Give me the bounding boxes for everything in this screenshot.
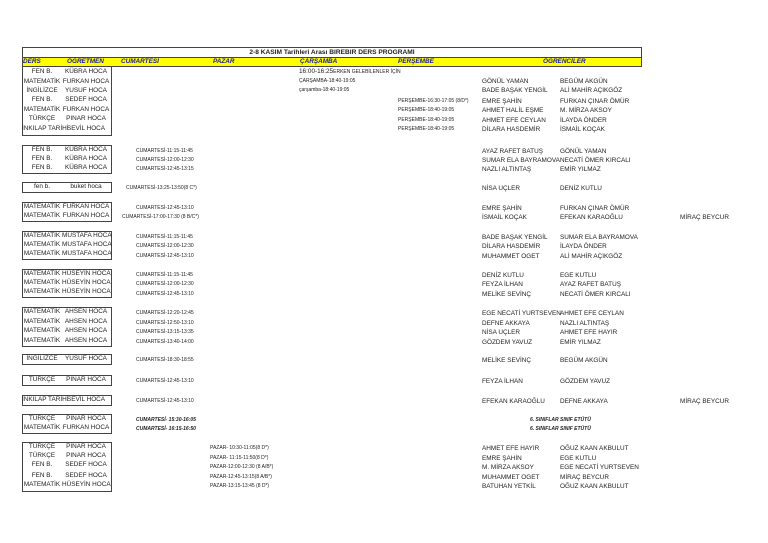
- lesson-cell: FEN B.: [31, 68, 53, 75]
- student-cell: MİRAÇ BEYCUR: [680, 398, 730, 405]
- lesson-cell: FEN B.: [31, 155, 53, 162]
- student-cell: GÖZDEM YAVUZ: [560, 378, 611, 385]
- lesson-cell: FEN B.: [31, 146, 53, 153]
- student-cell: ALİ MAHİR AÇIKGÖZ: [560, 87, 623, 94]
- session-cell: CUMARTESİ-11:15-11:45: [136, 148, 193, 154]
- session-cell: CUMARTESİ-12:45-13:15: [136, 166, 194, 172]
- header-pazar: PAZAR: [213, 58, 235, 65]
- student-cell: NİSA UÇLER: [482, 185, 521, 192]
- student-cell: MİRAÇ BEYCUR: [560, 474, 610, 481]
- session-cell: PAZAR- 10:30-11:05(8 D*): [210, 445, 269, 451]
- student-cell: AHMET EFE CEYLAN: [560, 310, 624, 317]
- session-cell: PERŞEMBE-18:40-19:05: [398, 107, 455, 113]
- student-cell: MİRAÇ BEYCUR: [680, 214, 730, 221]
- student-cell: EGE KUTLU: [560, 272, 597, 279]
- student-cell: NAZLI ALTINTAŞ: [482, 166, 532, 173]
- session-cell: CUMARTESİ-12:50-13:10: [136, 320, 194, 326]
- student-cell: EGE NECATİ YURTSEVEN: [560, 464, 639, 471]
- student-cell: M. MİRZA AKSOY: [560, 107, 612, 114]
- teacher-cell: KÜBRA HOCA: [65, 68, 107, 75]
- teacher-cell: HÜSEYİN HOCA: [62, 481, 111, 488]
- etut-note: 6. SINIFLAR SINIF ETÜTÜ: [530, 417, 591, 423]
- teacher-cell: PINAR HOCA: [66, 115, 106, 122]
- student-cell: DENİZ KUTLU: [482, 272, 524, 279]
- session-cell: CUMARTESİ-18:30-18:55: [136, 357, 194, 363]
- lesson-cell: MATEMATİK: [23, 270, 61, 277]
- session-cell: PERŞEMBE-18:40-19:05: [398, 126, 455, 132]
- teacher-cell: HÜSEYİN HOCA: [62, 288, 111, 295]
- student-cell: GÖNÜL YAMAN: [482, 78, 529, 85]
- lesson-cell: MATEMATİK: [23, 288, 61, 295]
- lesson-cell: fen b.: [34, 183, 50, 190]
- header-row: [22, 57, 642, 67]
- student-cell: EMİR YILMAZ: [560, 166, 601, 173]
- lesson-cell: MATEMATİK: [23, 481, 61, 488]
- student-cell: İLAYDA ÖNDER: [560, 117, 607, 124]
- lesson-cell: FEN B.: [31, 164, 53, 171]
- lesson-cell: TÜRKÇE: [28, 115, 56, 122]
- session-cell: PERŞEMBE-18:40-19:05: [398, 117, 455, 123]
- session-cell: ÇARŞAMBA-18:40-19:05: [299, 78, 356, 84]
- student-cell: AHMET EFE HAYIR: [560, 329, 618, 336]
- student-cell: BEGÜM AKGÜN: [560, 78, 608, 85]
- student-cell: EGE NECATİ YURTSEVEN: [482, 310, 561, 317]
- session-cell: CUMARTESİ-11:15-11:45: [136, 234, 193, 240]
- lesson-cell: MATEMATİK: [23, 232, 61, 239]
- student-cell: EMRE ŞAHİN: [482, 455, 522, 462]
- teacher-cell: SEVİL HOCA: [66, 125, 106, 132]
- session-cell: 16:00-16:25ERKEN GELEBİLENLER İÇİN: [299, 68, 401, 75]
- student-cell: BADE BAŞAK YENGİL: [482, 234, 548, 241]
- teacher-cell: AHSEN HOCA: [64, 308, 108, 315]
- student-cell: OĞUZ KAAN AKBULUT: [560, 445, 629, 452]
- student-cell: İSMAİL KOÇAK: [482, 214, 527, 221]
- session-cell: CUMARTESİ-12:00-12:30: [136, 243, 194, 249]
- student-cell: FURKAN ÇINAR ÖMÜR: [560, 98, 630, 105]
- session-cell: CUMARTESİ-12:45-13:10: [136, 291, 194, 297]
- student-cell: DİLARA HASDEMİR: [482, 126, 541, 133]
- lesson-cell: FEN B.: [31, 461, 53, 468]
- header-carsamba: ÇARŞAMBA: [300, 58, 338, 65]
- student-cell: M. MİRZA AKSOY: [482, 464, 534, 471]
- lesson-cell: İNKILAP TARİHİ: [22, 396, 69, 403]
- session-cell: PAZAR-13:15-13:45 (8 D*): [210, 483, 270, 489]
- lesson-cell: İNGİLİZCE: [26, 87, 58, 94]
- teacher-cell: SEDEF HOCA: [65, 96, 107, 103]
- student-cell: FEYZA İLHAN: [482, 281, 523, 288]
- teacher-cell: YUSUF HOCA: [65, 87, 107, 94]
- student-cell: OĞUZ KAAN AKBULUT: [560, 483, 629, 490]
- teacher-cell: FURKAN HOCA: [62, 424, 110, 431]
- student-cell: İLAYDA ÖNDER: [560, 243, 607, 250]
- teacher-cell: KÜBRA HOCA: [65, 146, 107, 153]
- teacher-cell: PINAR HOCA: [66, 452, 106, 459]
- session-cell: CUMARTESİ-12:45-13:10: [136, 253, 194, 259]
- session-cell: PERŞEMBE-16:30-17:05 (8/D*): [398, 98, 469, 104]
- student-cell: EFEKAN KARAOĞLU: [482, 398, 545, 405]
- lesson-cell: İNGİLİZCE: [26, 355, 58, 362]
- student-cell: FEYZA İLHAN: [482, 378, 523, 385]
- teacher-cell: SEDEF HOCA: [65, 472, 107, 479]
- student-cell: MUHAMMET OGET: [482, 474, 540, 481]
- session-cell: CUMARTESİ-12:45-13:10: [136, 378, 194, 384]
- teacher-cell: AHSEN HOCA: [64, 318, 108, 325]
- lesson-cell: MATEMATİK: [23, 318, 61, 325]
- student-cell: AYAZ RAFET BATUŞ: [482, 148, 543, 155]
- session-cell: CUMARTESİ-12:45-13:10: [136, 205, 194, 211]
- header-ogrenciler: ÖĞRENCİLER: [543, 58, 586, 65]
- teacher-cell: FURKAN HOCA: [62, 212, 110, 219]
- student-cell: BEGÜM AKGÜN: [560, 357, 608, 364]
- teacher-cell: AHSEN HOCA: [64, 327, 108, 334]
- teacher-cell: AHSEN HOCA: [64, 337, 108, 344]
- lesson-cell: MATEMATİK: [23, 250, 61, 257]
- lesson-cell: MATEMATİK: [23, 241, 61, 248]
- teacher-cell: PINAR HOCA: [66, 443, 106, 450]
- student-cell: NECATİ ÖMER KIRCALI: [560, 157, 631, 164]
- session-cell: PAZAR-12:00-12:30 (8 A/B*): [210, 464, 274, 470]
- lesson-cell: MATEMATİK: [23, 337, 61, 344]
- student-cell: NECATİ ÖMER KIRCALI: [560, 291, 631, 298]
- student-cell: EMİR YILMAZ: [560, 339, 601, 346]
- student-cell: AHMET EFE HAYIR: [482, 445, 540, 452]
- lesson-cell: MATEMATİK: [23, 106, 61, 113]
- header-persembe: PERŞEMBE: [398, 58, 434, 65]
- lesson-cell: MATEMATİK: [23, 308, 61, 315]
- teacher-cell: buket hoca: [70, 183, 102, 190]
- student-cell: EMRE ŞAHİN: [482, 205, 522, 212]
- session-cell: CUMARTESİ-12:45-13:10: [136, 398, 194, 404]
- lesson-cell: FEN B.: [31, 96, 53, 103]
- session-cell: CUMARTESİ-13:15-13:35: [136, 329, 194, 335]
- student-cell: MUHAMMET OGET: [482, 253, 540, 260]
- lesson-cell: TÜRKÇE: [28, 443, 56, 450]
- teacher-cell: FURKAN HOCA: [62, 203, 110, 210]
- student-cell: BADE BAŞAK YENGİL: [482, 87, 548, 94]
- teacher-cell: YUSUF HOCA: [65, 355, 107, 362]
- lesson-cell: MATEMATİK: [23, 203, 61, 210]
- student-cell: EFEKAN KARAOĞLU: [560, 214, 623, 221]
- session-cell: PAZAR- 11:15-11:50(8 D*): [210, 455, 269, 461]
- student-cell: FURKAN ÇINAR ÖMÜR: [560, 205, 630, 212]
- teacher-cell: FURKAN HOCA: [62, 106, 110, 113]
- session-cell: CUMARTESİ-17:00-17:30 (8 B/C*): [122, 214, 199, 220]
- teacher-cell: MUSTAFA HOCA: [62, 241, 112, 248]
- lesson-cell: MATEMATİK: [23, 78, 61, 85]
- student-cell: GÖNÜL YAMAN: [560, 148, 607, 155]
- student-cell: NİSA UÇLER: [482, 329, 521, 336]
- lesson-cell: TÜRKÇE: [28, 415, 56, 422]
- teacher-cell: FURKAN HOCA: [62, 78, 110, 85]
- session-cell: CUMARTESİ-11:15-11:45: [136, 272, 193, 278]
- session-cell: CUMARTESİ- 15:30-16:05: [136, 417, 196, 423]
- student-cell: AHMET EFE CEYLAN: [482, 117, 546, 124]
- lesson-cell: MATEMATİK: [23, 279, 61, 286]
- teacher-cell: HÜSEYİN HOCA: [62, 270, 111, 277]
- lesson-cell: MATEMATİK: [23, 212, 61, 219]
- header-ders: DERS: [23, 58, 41, 65]
- student-cell: AHMET HALİL EŞME: [482, 107, 544, 114]
- session-cell: CUMARTESİ-12:00-12:30: [136, 157, 194, 163]
- lesson-cell: TÜRKÇE: [28, 376, 56, 383]
- student-cell: MELİKE SEVİNÇ: [482, 291, 532, 298]
- student-cell: DENİZ KUTLU: [560, 185, 602, 192]
- session-cell: CUMARTESİ-12:00-12:30: [136, 281, 194, 287]
- lesson-cell: FEN B.: [31, 472, 53, 479]
- teacher-cell: SEDEF HOCA: [65, 461, 107, 468]
- session-cell: CUMARTESİ-12:20-12:45: [136, 310, 194, 316]
- student-cell: SUMAR ELA BAYRAMOVA: [482, 157, 560, 164]
- student-cell: ALİ MAHİR AÇIKGÖZ: [560, 253, 623, 260]
- lesson-cell: İNKILAP TARİHİ: [22, 125, 69, 132]
- student-cell: DEFNE AKKAYA: [482, 320, 530, 327]
- student-cell: İSMAİL KOÇAK: [560, 126, 605, 133]
- session-cell: PAZAR-12:45-13:15(8 A/B*): [210, 474, 272, 480]
- student-cell: SUMAR ELA BAYRAMOVA: [560, 234, 638, 241]
- teacher-cell: KÜBRA HOCA: [65, 155, 107, 162]
- page-title: 2-8 KASIM Tarihleri Arası BIREBIR DERS PROGRAMI: [22, 47, 642, 57]
- lesson-cell: MATEMATİK: [23, 327, 61, 334]
- student-cell: DEFNE AKKAYA: [560, 398, 608, 405]
- teacher-cell: PINAR HOCA: [66, 376, 106, 383]
- student-cell: EGE KUTLU: [560, 455, 597, 462]
- header-cumartesi: CUMARTESİ: [121, 58, 159, 65]
- header-ogretmen: ÖĞRETMEN: [67, 58, 104, 65]
- lesson-cell: MATEMATİK: [23, 424, 61, 431]
- lesson-cell: TÜRKÇE: [28, 452, 56, 459]
- teacher-cell: MUSTAFA HOCA: [62, 232, 112, 239]
- student-cell: DİLARA HASDEMİR: [482, 243, 541, 250]
- student-cell: GÖZDEM YAVUZ: [482, 339, 533, 346]
- session-cell: CUMARTESİ-13:25-13:50(8 C*): [126, 185, 197, 191]
- teacher-cell: HÜSEYİN HOCA: [62, 279, 111, 286]
- etut-note: 6. SINIFLAR SINIF ETÜTÜ: [530, 426, 591, 432]
- teacher-cell: MUSTAFA HOCA: [62, 250, 112, 257]
- student-cell: MELİKE SEVİNÇ: [482, 357, 532, 364]
- teacher-cell: PINAR HOCA: [66, 415, 106, 422]
- student-cell: BATUHAN YETKİL: [482, 483, 536, 490]
- teacher-cell: SEVİL HOCA: [66, 396, 106, 403]
- teacher-cell: KÜBRA HOCA: [65, 164, 107, 171]
- student-cell: EMRE ŞAHİN: [482, 98, 522, 105]
- session-cell: CUMARTESİ- 16:15-16:50: [136, 426, 196, 432]
- session-cell: CUMARTESİ-13:40-14:00: [136, 339, 194, 345]
- session-cell: çarşamba-18:40-19:05: [299, 87, 350, 93]
- student-cell: AYAZ RAFET BATUŞ: [560, 281, 621, 288]
- student-cell: NAZLI ALTINTAŞ: [560, 320, 610, 327]
